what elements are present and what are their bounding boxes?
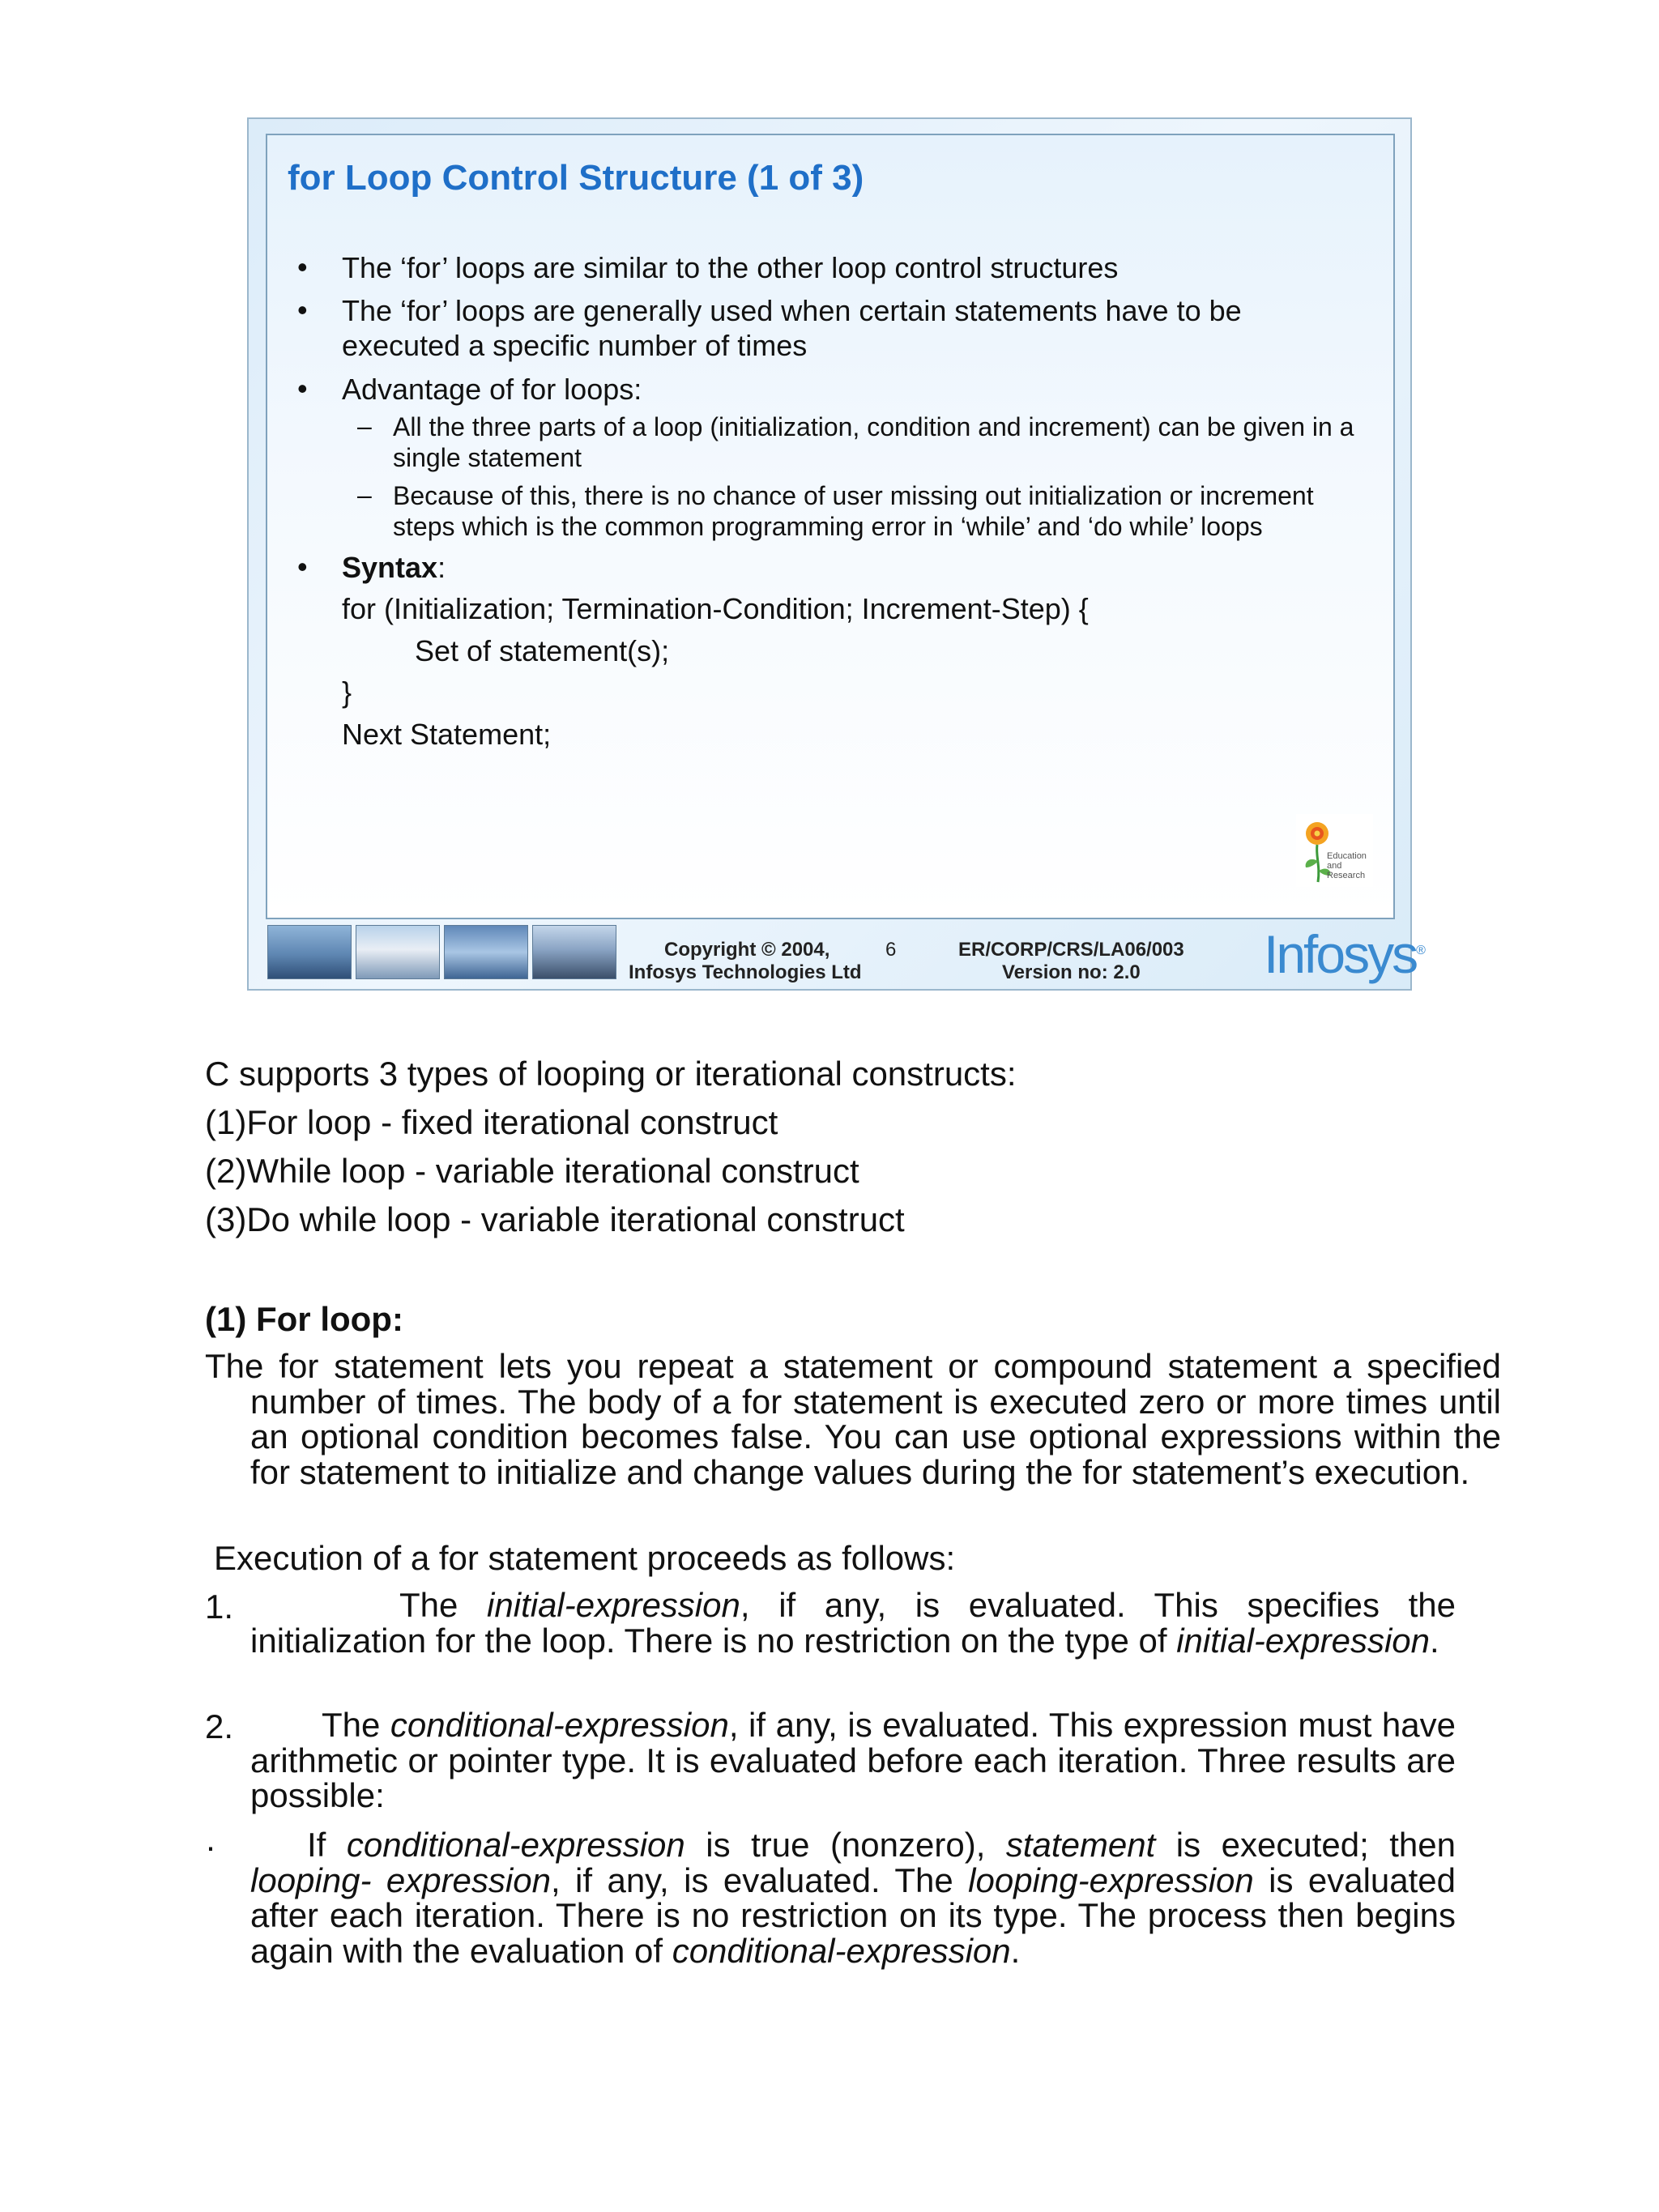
syntax-heading xyxy=(342,551,446,585)
registered-mark: ® xyxy=(1416,944,1426,957)
campus-photo xyxy=(444,925,528,979)
syntax-line: } xyxy=(342,676,352,709)
sub-step-marker: · xyxy=(205,1827,216,1865)
bullet-text: The ‘for’ loops are generally used when certain statements have to be xyxy=(342,294,1242,327)
step-number: 2. xyxy=(205,1707,234,1745)
sub-bullet-marker: – xyxy=(357,480,372,509)
badge-text: Education xyxy=(1327,851,1367,861)
step-2-text xyxy=(250,1707,1456,1813)
syntax-label: Syntax xyxy=(342,551,438,584)
syntax-colon: : xyxy=(437,551,446,584)
campus-photo xyxy=(356,925,440,979)
footer-version: Version no: 2.0 xyxy=(1002,961,1141,983)
loop-type-item: (1)For loop - fixed iterational construct xyxy=(205,1103,778,1141)
slide-title: for Loop Control Structure (1 of 3) xyxy=(288,158,864,198)
footer-page-number: 6 xyxy=(885,939,897,961)
infosys-logo xyxy=(1264,923,1426,985)
step-3-italic: conditional-expression xyxy=(346,1826,685,1864)
execution-intro: Execution of a for statement proceeds as follows: xyxy=(214,1539,956,1577)
loop-type-item: (3)Do while loop - variable iterational construct xyxy=(205,1200,905,1238)
step-1-italic: initial-expression xyxy=(487,1586,740,1624)
bullet-marker: • xyxy=(297,250,308,283)
bullet-marker: • xyxy=(297,372,308,405)
step-3-part: If xyxy=(307,1826,347,1864)
bullet-text-continued: executed a specific number of times xyxy=(342,329,808,362)
step-3-italic: looping- expression xyxy=(250,1860,551,1899)
step-3-part: is true (nonzero), xyxy=(684,1826,1006,1864)
step-1-italic: initial-expression xyxy=(1176,1621,1430,1660)
sub-bullet-text: Because of this, there is no chance of user missing out initialization or increment xyxy=(393,481,1314,510)
for-statement-paragraph: The for statement lets you repeat a statement or compound statement a specified number of times. The body of a for statement is executed zero or more times until an optional condition becomes false. You can use optional expressions within the for statement to initialize and change values during the for statement’s execution. xyxy=(205,1347,1501,1491)
loop-type-item: (2)While loop - variable iterational construct xyxy=(205,1152,859,1190)
step-3-italic: statement xyxy=(1005,1826,1156,1864)
step-3-part: is executed; then xyxy=(1155,1826,1456,1864)
step-3-part: , if any, is evaluated. The xyxy=(550,1860,969,1899)
step-2-italic: conditional-expression xyxy=(390,1706,729,1744)
syntax-line: Set of statement(s); xyxy=(415,634,670,667)
syntax-line: Next Statement; xyxy=(342,718,552,751)
step-2-part: , if any, is evaluated. This expression must have arithmetic or pointer type. It is evaluated before each iteration. Three results are possible: xyxy=(250,1706,1456,1814)
footer-company: Infosys Technologies Ltd xyxy=(629,961,862,983)
bullet-marker: • xyxy=(297,293,308,326)
step-3-text xyxy=(250,1827,1456,1968)
campus-photo xyxy=(532,925,616,979)
bullet-text: The ‘for’ loops are similar to the other loop control structures xyxy=(342,251,1119,284)
flower-logo-icon xyxy=(1296,814,1373,887)
badge-text: and xyxy=(1327,861,1342,871)
step-1-part: . xyxy=(1430,1621,1439,1660)
step-number: 1. xyxy=(205,1588,234,1626)
footer-doc-id: ER/CORP/CRS/LA06/003 xyxy=(958,939,1184,961)
syntax-line: for (Initialization; Termination-Condition; Increment-Step) { xyxy=(342,592,1089,625)
step-1-part: The xyxy=(399,1586,488,1624)
footer-copyright: Copyright © 2004, xyxy=(664,939,830,961)
sub-bullet-text-continued: single statement xyxy=(393,443,582,472)
badge-text: Research xyxy=(1327,871,1366,880)
education-research-logo xyxy=(1296,814,1373,887)
step-1-part: , if any, is evaluated. This specifies the initialization for the loop. There is no restriction on the type of xyxy=(250,1586,1456,1660)
campus-photo xyxy=(267,925,352,979)
step-3-italic: looping-expression xyxy=(968,1860,1254,1899)
step-3-part: . xyxy=(1010,1931,1021,1970)
sub-bullet-text: All the three parts of a loop (initialization, condition and increment) can be given in a xyxy=(393,412,1354,441)
bullet-text: Advantage of for loops: xyxy=(342,373,642,406)
step-2-part: The xyxy=(322,1706,390,1744)
brand-name: Infosys xyxy=(1264,924,1417,984)
section-heading: (1) For loop: xyxy=(205,1300,403,1338)
step-1-text xyxy=(250,1588,1456,1658)
step-3-italic: conditional-expression xyxy=(672,1931,1011,1970)
footer-photo-strip xyxy=(267,925,617,979)
step-3-part: is evaluated after each iteration. There is no restriction on its type. The process then begins again with the evaluation of xyxy=(250,1860,1456,1970)
bullet-marker: • xyxy=(297,550,308,583)
notes-intro: C supports 3 types of looping or iterational constructs: xyxy=(205,1055,1017,1093)
sub-bullet-marker: – xyxy=(357,411,372,441)
sub-bullet-text-continued: steps which is the common programming error in ‘while’ and ‘do while’ loops xyxy=(393,512,1263,541)
